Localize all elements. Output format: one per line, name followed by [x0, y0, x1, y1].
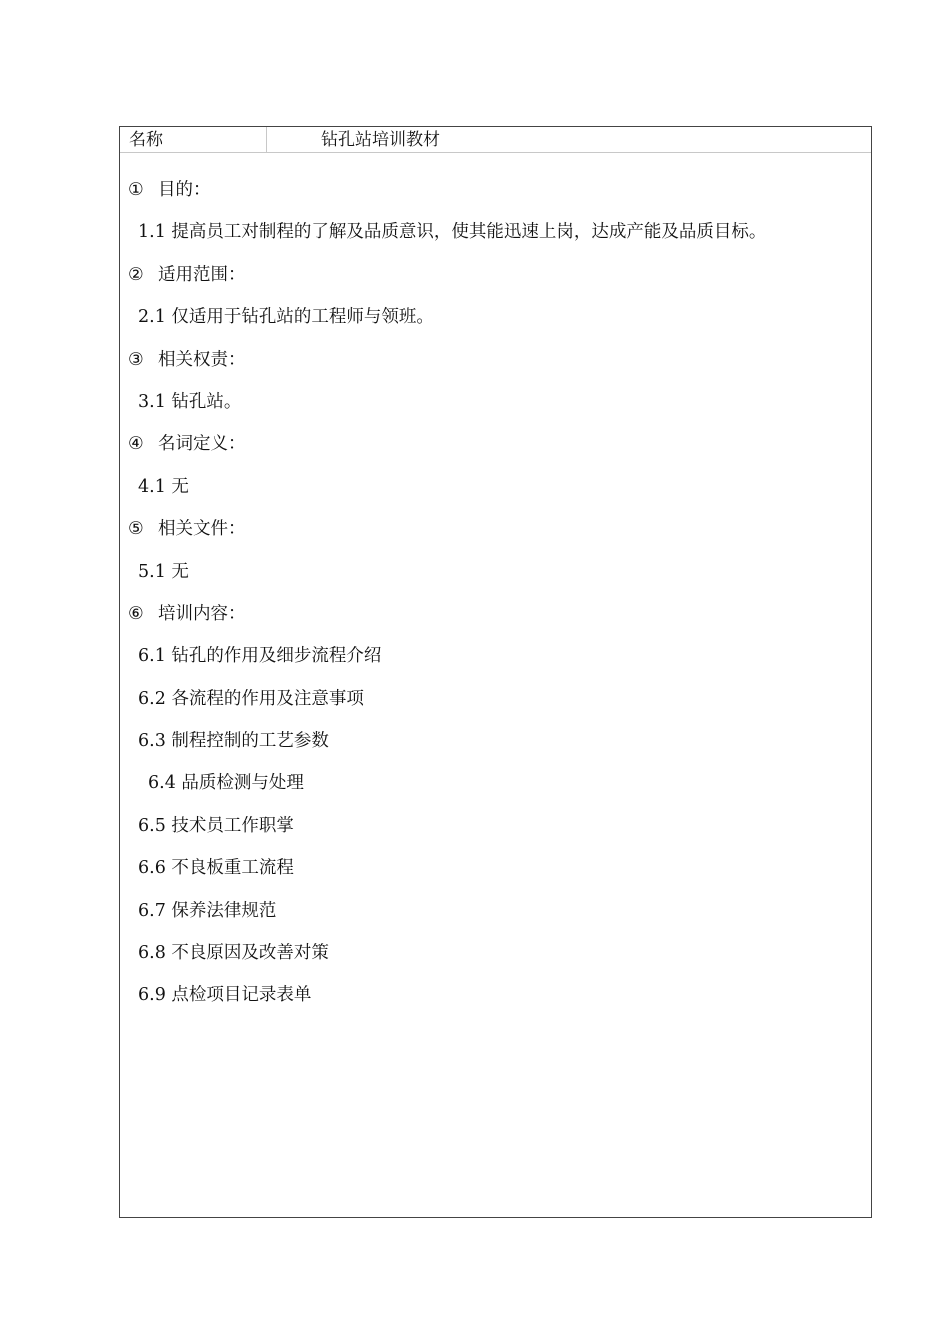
list-item: 1.1 提高员工对制程的了解及品质意识，使其能迅速上岗，达成产能及品质目标。 [138, 222, 767, 243]
section-heading-purpose [120, 175, 871, 217]
section-title: 目的： [158, 180, 211, 200]
list-item: 5.1 无 [138, 561, 189, 582]
list-item: 6.7 保养法律规范 [138, 900, 277, 921]
header-divider [266, 127, 267, 152]
list-item: 6.3 制程控制的工艺参数 [138, 731, 329, 752]
list-item: 6.5 技术员工作职掌 [138, 815, 294, 836]
list-item: 6.9 点检项目记录表单 [138, 985, 312, 1006]
section-heading-scope [120, 260, 871, 302]
section-marker: ④ [128, 434, 144, 455]
list-item: 6.4 品质检测与处理 [148, 773, 304, 794]
list-item: 3.1 钻孔站。 [138, 391, 242, 412]
list-item: 6.6 不良板重工流程 [138, 858, 294, 879]
document-frame [119, 126, 872, 1218]
list-item: 6.1 钻孔的作用及细步流程介绍 [138, 646, 382, 667]
section-heading-responsibility [120, 345, 871, 387]
list-item: 6.2 各流程的作用及注意事项 [138, 688, 364, 709]
section-title: 相关权责： [158, 349, 246, 370]
header-row [120, 127, 871, 153]
section-marker: ③ [128, 349, 144, 370]
list-item: 6.8 不良原因及改善对策 [138, 943, 329, 964]
section-marker: ② [128, 264, 144, 285]
section-title: 适用范围： [158, 264, 246, 285]
section-title: 培训内容： [158, 603, 246, 624]
section-title: 相关文件： [158, 519, 246, 540]
section-marker: ① [128, 180, 144, 200]
list-item: 4.1 无 [138, 476, 189, 497]
section-title: 名词定义： [158, 434, 246, 455]
document-title: 钻孔站培训教材 [321, 130, 440, 150]
name-label: 名称 [129, 130, 163, 150]
section-marker: ⑥ [128, 603, 144, 624]
section-heading-training-content [120, 599, 871, 641]
section-heading-definitions [120, 429, 871, 471]
section-heading-related-docs [120, 514, 871, 556]
document-body [120, 175, 871, 1023]
section-marker: ⑤ [128, 519, 144, 540]
list-item: 2.1 仅适用于钻孔站的工程师与领班。 [138, 307, 434, 328]
